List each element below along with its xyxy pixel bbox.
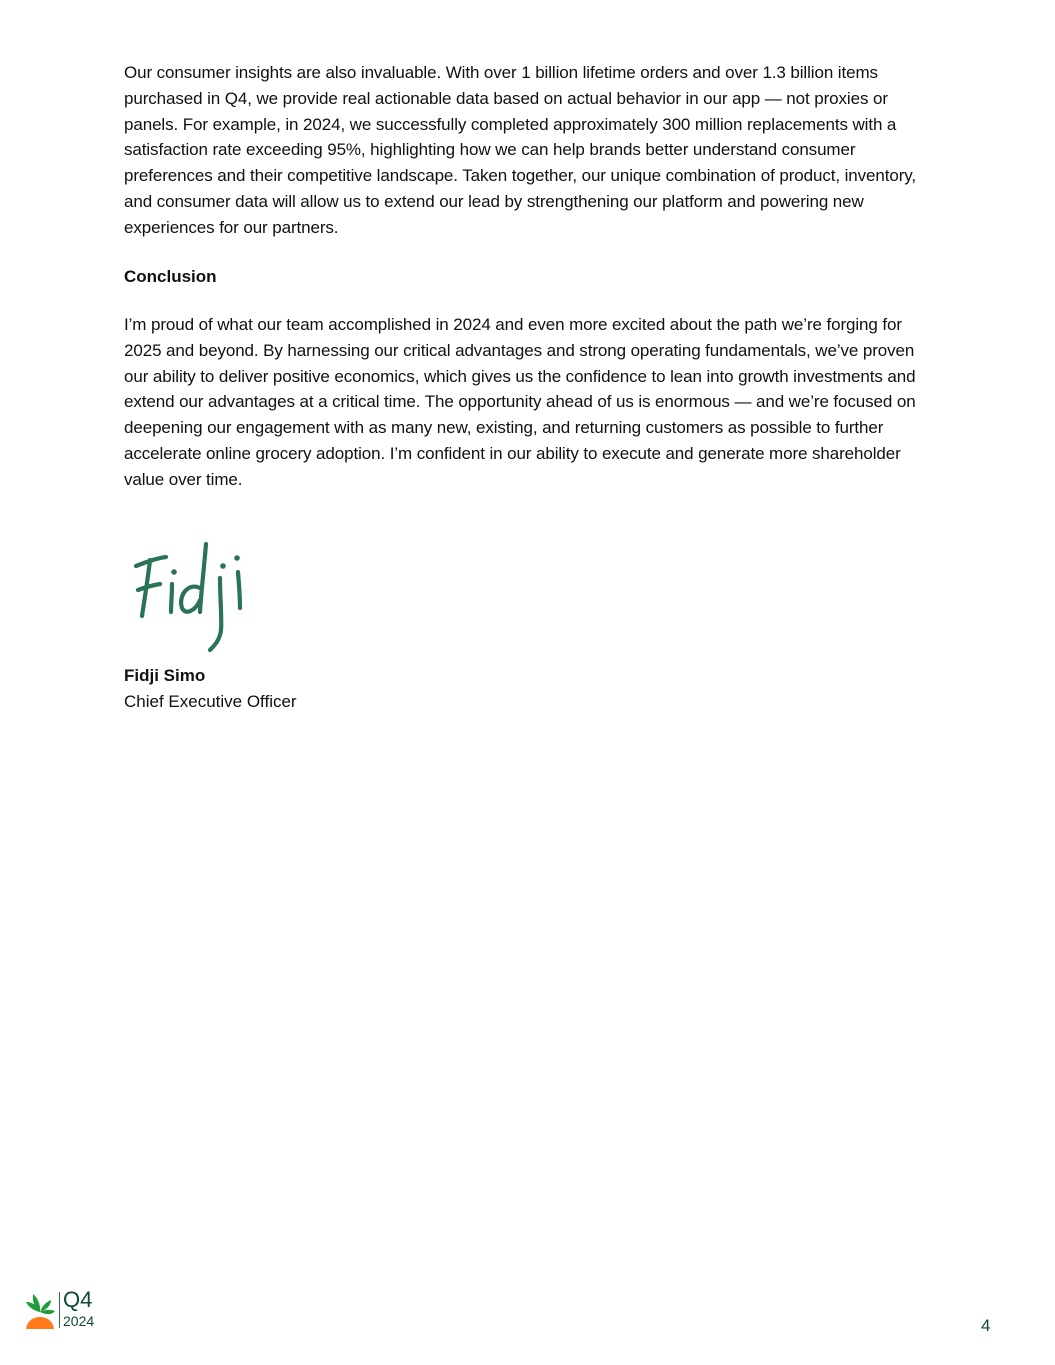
page-number: 4 — [981, 1316, 991, 1335]
signer-name: Fidji Simo — [124, 666, 206, 685]
paragraph-conclusion: I’m proud of what our team accomplished in 2024 and even more excited about the path we’re forging for 2025 and beyond. By harnessing our critical advantages and strong operating fundamentals, we’ve proven our ability to deliver positive economics, which gives us the confidence to lean into growth investments and extend our advantages at a critical time. The opportunity ahead of us is enormous — and we’re focused on deepening our engagement with as many new, existing, and returning customers as possible to further accelerate online grocery adoption. I’m confident in our ability to execute and generate more shareholder value over time. — [124, 315, 916, 489]
signature-image — [128, 538, 258, 653]
paragraph-consumer-insights: Our consumer insights are also invaluable. With over 1 billion lifetime orders and over 1.3 billion items purchased in Q4, we provide real actionable data based on actual behavior in our app — not proxies or panels. For example, in 2024, we successfully completed approximately 300 million replacements with a satisfaction rate exceeding 95%, highlighting how we can help brands better understand consumer preferences and their competitive landscape. Taken together, our unique combination of product, inventory, and consumer data will allow us to extend our lead by strengthening our platform and powering new experiences for our partners. — [124, 63, 917, 237]
logo-divider — [59, 1292, 60, 1328]
carrot-logo-icon — [24, 1290, 56, 1330]
report-year: 2024 — [63, 1313, 95, 1329]
footer-logo — [24, 1288, 114, 1332]
report-quarter: Q4 — [63, 1287, 93, 1312]
signer-title: Chief Executive Officer — [124, 692, 297, 711]
section-heading: Conclusion — [124, 267, 217, 286]
